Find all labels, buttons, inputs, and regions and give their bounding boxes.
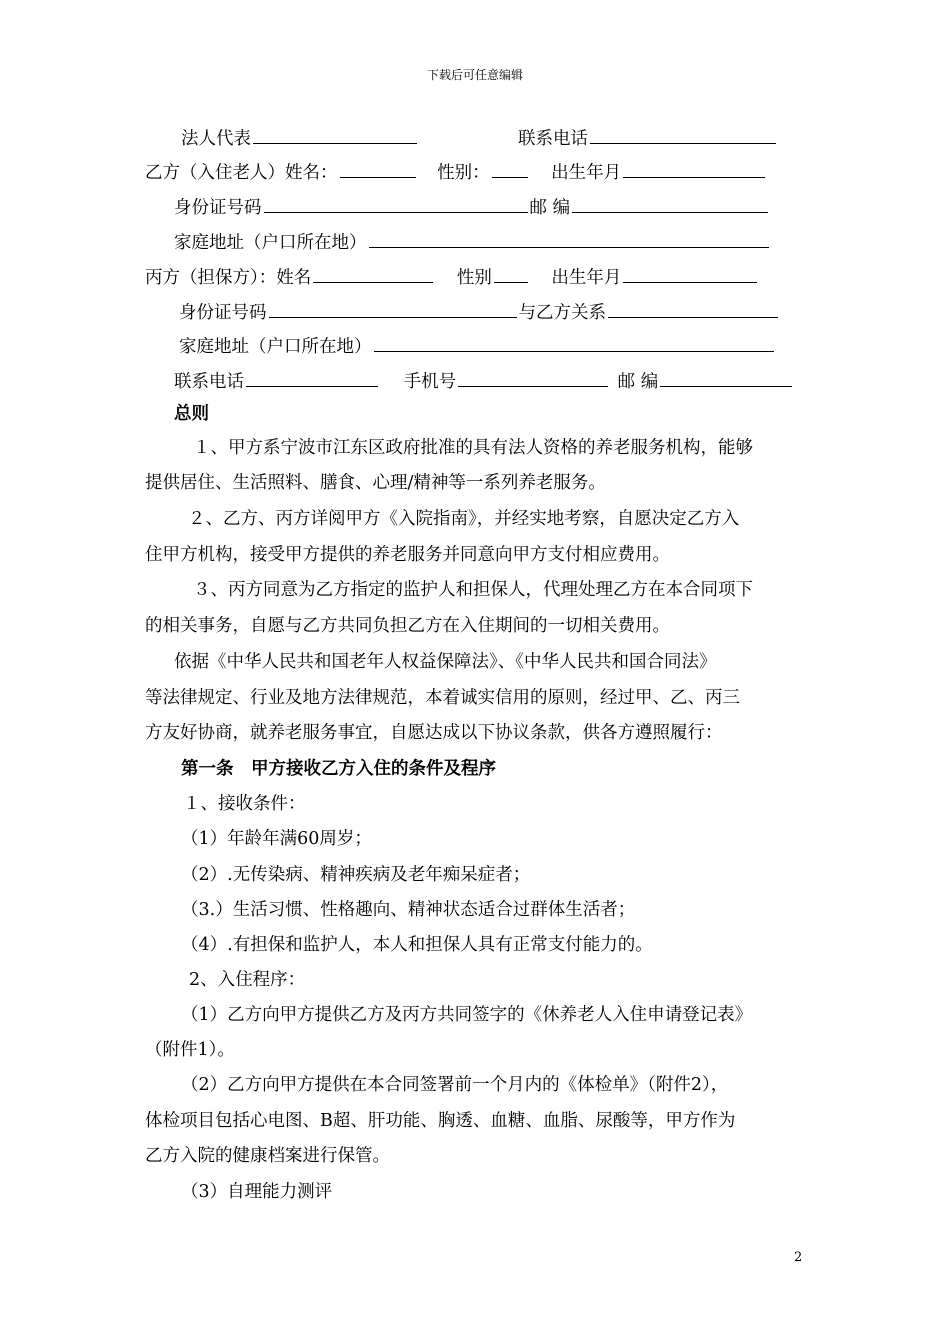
party-b-id-row (174, 194, 770, 220)
legal-rep-row (181, 125, 419, 151)
party-b-label: 乙方（入住老人）姓名： (145, 163, 338, 183)
party-c-mobile-blank[interactable] (458, 368, 608, 387)
condition-1: （1）年龄年满60周岁； (181, 829, 372, 849)
party-b-address-blank[interactable] (369, 229, 769, 248)
party-b-postcode-label: 邮 编 (529, 198, 571, 218)
p3-line2: 的相关事务，自愿与乙方共同负担乙方在入住期间的一切相关费用。 (145, 616, 670, 636)
party-c-contact-row (174, 368, 794, 394)
party-c-relation-label: 与乙方关系 (518, 303, 606, 323)
party-c-address-row (179, 333, 776, 359)
party-c-id-blank[interactable] (269, 299, 517, 318)
p1-line2: 提供居住、生活照料、膳食、心理/精神等一系列养老服务。 (145, 473, 606, 493)
party-b-birth-label: 出生年月 (551, 163, 622, 183)
party-b-gender-label: 性别： (437, 163, 490, 183)
conditions-title: １、接收条件： (183, 794, 306, 814)
party-c-address-label: 家庭地址（户口所在地） (179, 337, 372, 357)
contact-phone-row (518, 125, 778, 151)
p4-line1: 依据《中华人民共和国老年人权益保障法》、《中华人民共和国合同法》 (174, 652, 717, 672)
step2-line2: 体检项目包括心电图、B超、肝功能、胸透、血糖、血脂、尿酸等，甲方作为 (145, 1111, 736, 1131)
p4-line3: 方友好协商，就养老服务事宜，自愿达成以下协议条款，供各方遵照履行： (145, 723, 723, 743)
party-b-postcode-blank[interactable] (572, 194, 768, 213)
legal-rep-blank[interactable] (253, 125, 417, 144)
party-c-id-label: 身份证号码 (179, 303, 267, 323)
p4-line2: 等法律规定、行业及地方法律规范，本着诚实信用的原则，经过甲、乙、丙三 (145, 688, 740, 708)
party-c-mobile-label: 手机号 (403, 372, 457, 392)
party-b-row (145, 159, 767, 185)
party-c-birth-blank[interactable] (623, 264, 757, 283)
party-c-gender-label: 性别 (456, 268, 492, 288)
step1-line1: （1）乙方向甲方提供乙方及丙方共同签字的《休养老人入住申请登记表》 (181, 1005, 753, 1025)
party-b-birth-blank[interactable] (623, 159, 765, 178)
article1-title: 第一条 甲方接收乙方入住的条件及程序 (181, 759, 496, 779)
condition-2: （2）.无传染病、精神疾病及老年痴呆症者； (181, 865, 531, 885)
party-c-relation-blank[interactable] (608, 299, 778, 318)
contact-phone-label: 联系电话 (518, 129, 588, 149)
header-note: 下载后可任意编辑 (426, 68, 523, 82)
p1-line1: １、甲方系宁波市江东区政府批准的具有法人资格的养老服务机构，能够 (193, 438, 753, 458)
condition-3: （3.）生活习惯、性格趣向、精神状态适合过群体生活者； (181, 900, 636, 920)
legal-rep-label: 法人代表 (181, 129, 251, 149)
page-number: 2 (794, 1250, 803, 1265)
party-b-address-row (174, 229, 771, 255)
party-c-id-row (179, 299, 780, 325)
party-c-phone-blank[interactable] (246, 368, 378, 387)
step2-line1: （2）乙方向甲方提供在本合同签署前一个月内的《体检单》（附件2）， (181, 1075, 729, 1095)
p2-line2: 住甲方机构，接受甲方提供的养老服务并同意向甲方支付相应费用。 (145, 545, 670, 565)
party-b-name-blank[interactable] (340, 159, 416, 178)
step1-line2: （附件1）。 (145, 1040, 235, 1060)
party-b-id-blank[interactable] (264, 194, 528, 213)
condition-4: （4）.有担保和监护人，本人和担保人具有正常支付能力的。 (181, 935, 653, 955)
party-c-name-blank[interactable] (313, 264, 433, 283)
p2-line1: ２、乙方、丙方详阅甲方《入院指南》，并经实地考察，自愿决定乙方入 (188, 509, 740, 529)
party-c-birth-label: 出生年月 (551, 268, 622, 288)
party-c-address-blank[interactable] (374, 333, 774, 352)
party-b-gender-blank[interactable] (492, 159, 528, 178)
step2-line3: 乙方入院的健康档案进行保管。 (145, 1146, 390, 1166)
party-c-gender-blank[interactable] (494, 264, 528, 283)
step3-line1: （3）自理能力测评 (181, 1182, 333, 1202)
party-c-row (145, 264, 759, 290)
contact-phone-blank[interactable] (590, 125, 776, 144)
party-b-id-label: 身份证号码 (174, 198, 262, 218)
p3-line1: ３、丙方同意为乙方指定的监护人和担保人，代理处理乙方在本合同项下 (193, 580, 753, 600)
procedure-title: 2、入住程序： (189, 970, 306, 990)
party-c-phone-label: 联系电话 (174, 372, 244, 392)
party-c-postcode-blank[interactable] (660, 368, 792, 387)
party-c-postcode-label: 邮 编 (617, 372, 659, 392)
party-c-label: 丙方（担保方）：姓名 (145, 268, 312, 288)
party-b-address-label: 家庭地址（户口所在地） (174, 233, 367, 253)
general-title: 总则 (174, 404, 209, 424)
